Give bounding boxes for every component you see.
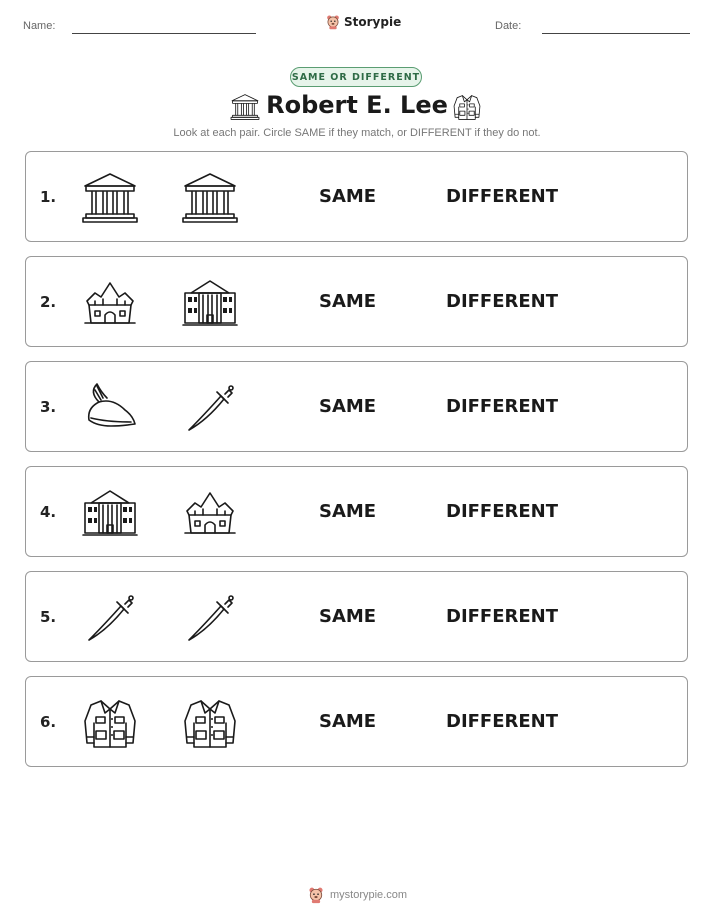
question-row-5 — [25, 571, 688, 662]
fort-icon — [181, 485, 239, 541]
footer-url[interactable]: mystorypie.com — [329, 889, 408, 901]
different-option[interactable]: DIFFERENT — [446, 291, 559, 312]
footer — [0, 885, 714, 905]
same-option[interactable]: SAME — [319, 711, 377, 732]
same-option[interactable]: SAME — [319, 501, 377, 522]
bear-logo-icon — [307, 885, 325, 905]
question-row-4 — [25, 466, 688, 557]
name-line[interactable] — [72, 33, 256, 34]
same-option[interactable]: SAME — [319, 291, 377, 312]
same-option[interactable]: SAME — [319, 396, 377, 417]
military-jacket-icon — [181, 695, 239, 751]
question-number: 3. — [40, 398, 57, 416]
bear-logo-icon — [325, 13, 341, 31]
military-jacket-icon — [81, 695, 139, 751]
question-row-3 — [25, 361, 688, 452]
brand-logo — [325, 13, 401, 31]
different-option[interactable]: DIFFERENT — [446, 501, 559, 522]
question-number: 1. — [40, 188, 57, 206]
different-option[interactable]: DIFFERENT — [446, 606, 559, 627]
date-line[interactable] — [542, 33, 690, 34]
activity-badge: SAME OR DIFFERENT — [290, 67, 422, 87]
courthouse-icon — [181, 170, 239, 226]
mansion-icon — [181, 275, 239, 331]
different-option[interactable]: DIFFERENT — [446, 396, 559, 417]
name-label: Name: — [23, 20, 56, 32]
date-label: Date: — [495, 20, 522, 32]
different-option[interactable]: DIFFERENT — [446, 186, 559, 207]
fort-icon — [81, 275, 139, 331]
worksheet-header — [0, 0, 714, 50]
mansion-icon — [81, 485, 139, 541]
question-number: 2. — [40, 293, 57, 311]
sword-icon — [181, 380, 239, 436]
question-number: 4. — [40, 503, 57, 521]
different-option[interactable]: DIFFERENT — [446, 711, 559, 732]
question-number: 5. — [40, 608, 57, 626]
same-option[interactable]: SAME — [319, 606, 377, 627]
plumed-hat-icon — [81, 380, 139, 436]
question-number: 6. — [40, 713, 57, 731]
military-jacket-icon — [452, 92, 482, 122]
courthouse-icon — [81, 170, 139, 226]
sword-icon — [181, 590, 239, 646]
instructions: Look at each pair. Circle SAME if they match, or DIFFERENT if they do not. — [173, 127, 541, 139]
question-row-1 — [25, 151, 688, 242]
same-option[interactable]: SAME — [319, 186, 377, 207]
question-row-6 — [25, 676, 688, 767]
sword-icon — [81, 590, 139, 646]
brand-name: Storypie — [344, 15, 402, 29]
question-row-2 — [25, 256, 688, 347]
title-row — [0, 90, 714, 126]
page-title: Robert E. Lee — [266, 91, 448, 119]
